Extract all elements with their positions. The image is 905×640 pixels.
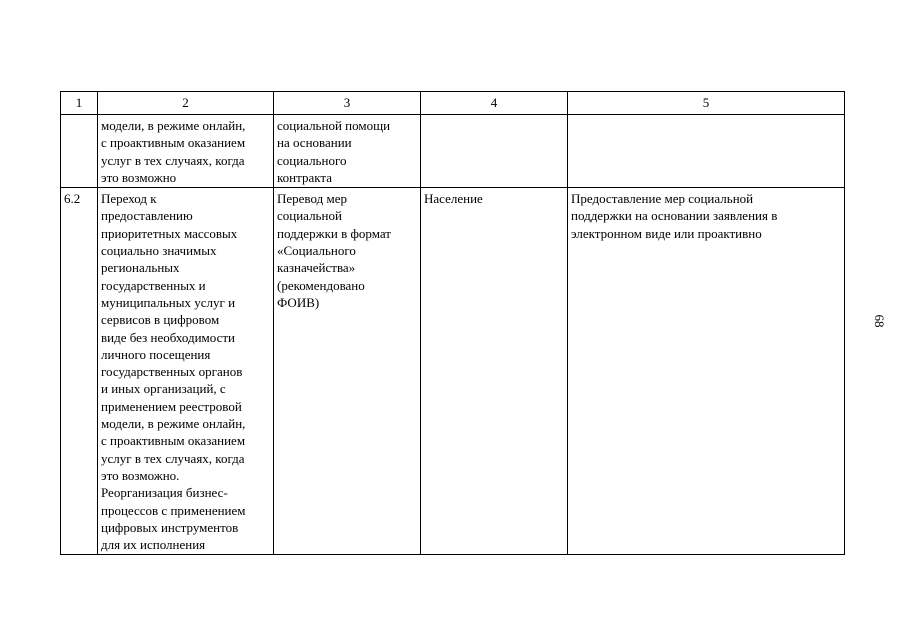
page-number: 68 — [872, 314, 887, 328]
document-table — [60, 91, 845, 555]
column-header-1: 1 — [61, 92, 98, 115]
row-number-cell: 6.2 — [61, 188, 98, 555]
result-cell: Предоставление мер социальной поддержки на основании заявления в электронном виде или проактивно — [568, 188, 845, 555]
result-cell — [568, 115, 845, 188]
table-row — [61, 188, 845, 555]
target-group-cell: Население — [421, 188, 568, 555]
action-cell: Перевод мер социальной поддержки в формат «Социального казначейства» (рекомендовано ФОИВ) — [274, 188, 421, 555]
row-number-cell — [61, 115, 98, 188]
column-header-3: 3 — [274, 92, 421, 115]
target-group-cell — [421, 115, 568, 188]
action-cell: социальной помощи на основании социального контракта — [274, 115, 421, 188]
column-header-4: 4 — [421, 92, 568, 115]
table-header-row — [61, 92, 845, 115]
measure-description-cell: модели, в режиме онлайн, с проактивным оказанием услуг в тех случаях, когда это возможно — [98, 115, 274, 188]
measure-description-cell: Переход к предоставлению приоритетных массовых социально значимых региональных государственных и муниципальных услуг и сервисов в цифровом виде без необходимости личного посещения государственных органов и иных организаций, с применением реестровой модели, в режиме онлайн, с проактивным оказанием услуг в тех случаях, когда это возможно. Реорганизация бизнес- процессов с применением цифровых инструментов для их исполнения — [98, 188, 274, 555]
column-header-5: 5 — [568, 92, 845, 115]
table-row — [61, 115, 845, 188]
column-header-2: 2 — [98, 92, 274, 115]
